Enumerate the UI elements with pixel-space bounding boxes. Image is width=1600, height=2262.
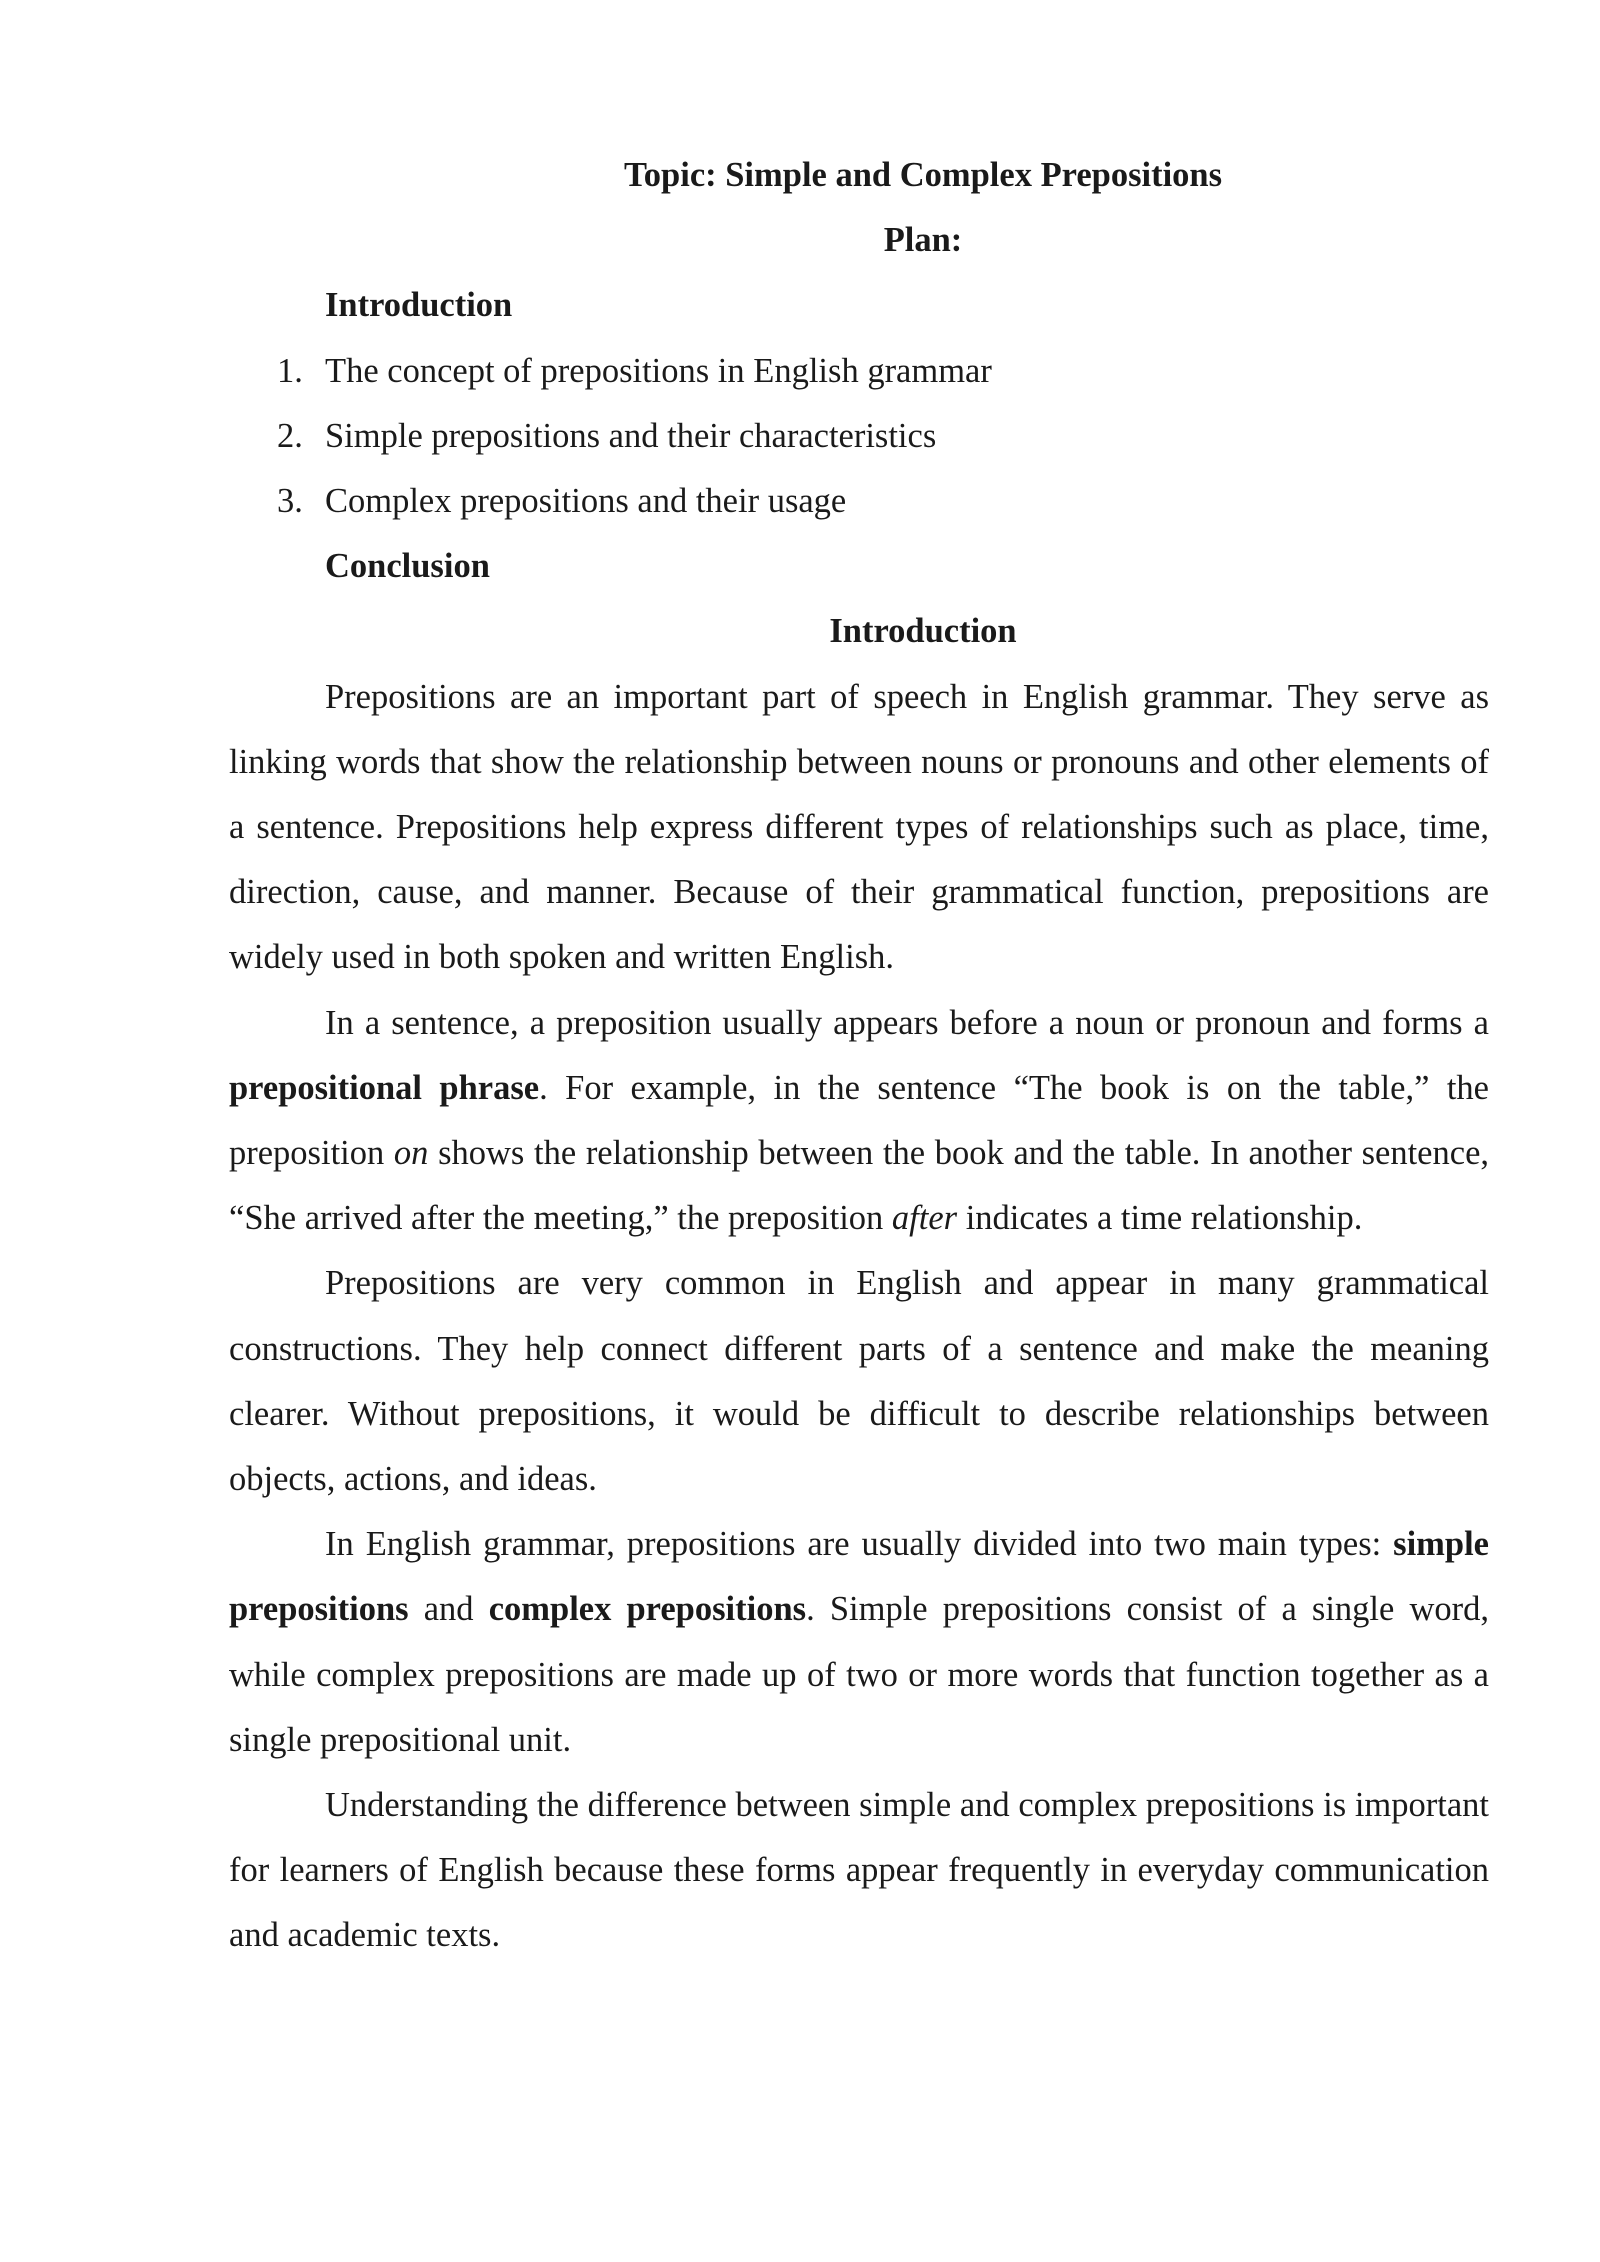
term-simple-prepositions: simple prepositions (229, 1525, 1489, 1629)
document-title: Topic: Simple and Complex Prepositions (623, 156, 1223, 194)
paragraph-4-text: In English grammar, prepositions are usually divided into two main types: (325, 1525, 1394, 1564)
paragraph-2-text: In a sentence, a preposition usually appears before a noun or pronoun and forms a (325, 1003, 1489, 1042)
plan-list (229, 339, 1489, 535)
paragraph-4-text: and (408, 1590, 489, 1629)
introduction-heading: Introduction (829, 612, 1017, 651)
plan-item-number: 3. (277, 482, 303, 521)
plan-list-item (229, 339, 1489, 404)
paragraph-2-text: . For example, in the sentence “The book is on the table,” the preposition (229, 1068, 1489, 1173)
paragraph-2 (229, 991, 1489, 1252)
paragraph-1: Prepositions are an important part of speech in English grammar. They serve as linking words that show the relationship between nouns or pronouns and other elements of a sentence. Prepositions help express different types of relationships such as place, time, direction, cause, and manner. Because of their grammatical function, prepositions are widely used in both spoken and written English. (229, 677, 1489, 977)
plan-item-text: The concept of prepositions in English grammar (325, 351, 992, 390)
paragraph-2-text: indicates a time relationship. (957, 1199, 1363, 1238)
paragraph-4-text: . Simple prepositions consist of a single word, while complex prepositions are made up of two or more words that function together as a single prepositional unit. (229, 1590, 1489, 1759)
paragraph-3: Prepositions are very common in English and appear in many grammatical constructions. They help connect different parts of a sentence and make the meaning clearer. Without prepositions, it would be difficult to describe relationships between objects, actions, and ideas. (229, 1264, 1489, 1499)
plan-heading: Plan: (883, 221, 963, 260)
paragraph-2-text: shows the relationship between the book and the table. In another sentence, “She arrived after the meeting,” the preposition (229, 1134, 1490, 1238)
paragraph-5: Understanding the difference between simple and complex prepositions is important for learners of English because these forms appear frequently in everyday communication and academic texts. (229, 1786, 1489, 1955)
plan-item-number: 2. (277, 416, 303, 455)
document-content (229, 143, 1489, 1969)
plan-introduction: Introduction (325, 286, 513, 325)
plan-item-text: Complex prepositions and their usage (325, 482, 847, 521)
example-word-on: on (393, 1134, 429, 1173)
paragraph-4 (229, 1512, 1489, 1773)
plan-item-text: Simple prepositions and their characteristics (325, 416, 937, 455)
term-complex-prepositions: complex prepositions (488, 1590, 807, 1629)
plan-conclusion: Conclusion (325, 547, 490, 586)
term-prepositional-phrase: prepositional phrase (229, 1068, 540, 1107)
plan-list-item (229, 404, 1489, 469)
plan-item-number: 1. (277, 351, 303, 390)
plan-list-item (229, 469, 1489, 534)
example-word-after: after (891, 1199, 958, 1238)
